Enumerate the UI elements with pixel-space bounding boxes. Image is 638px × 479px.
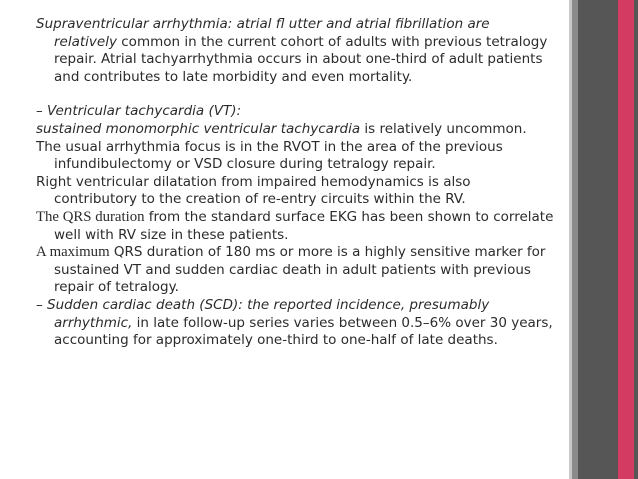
scd-text: in late follow-up series varies between 0.5–6% over 30 years, accounting for approximately one-third to one-half of late deaths.	[54, 314, 553, 349]
sidebar-accent-bar	[618, 0, 634, 479]
vt-heading-text: Ventricular tachycardia (VT):	[47, 103, 242, 120]
qrs-text: from the standard surface EKG has been shown to correlate well with RV size in these patients.	[54, 208, 554, 243]
paragraph-max-qrs	[36, 244, 556, 297]
max-qrs-lead: A maximum	[36, 244, 110, 261]
monomorphic-text: is relatively uncommon.	[360, 120, 527, 137]
paragraph-arrhythmia-focus: The usual arrhythmia focus is in the RVOT in the area of the previous infundibulectomy or VSD closure during tetralogy repair.	[36, 138, 503, 173]
paragraph-monomorphic-vt	[36, 121, 556, 139]
max-qrs-text: QRS duration of 180 ms or more is a highly sensitive marker for sustained VT and sudden cardiac death in adult patients with previous repair of tetralogy.	[54, 244, 546, 296]
scd-dash: –	[36, 296, 48, 313]
vt-dash: –	[36, 103, 48, 120]
paragraph-qrs-duration	[36, 209, 556, 244]
monomorphic-lead: sustained monomorphic ventricular tachycardia	[36, 120, 361, 137]
paragraph-rv-dilatation: Right ventricular dilatation from impaired hemodynamics is also contributory to the creation of re-entry circuits within the RV.	[36, 173, 471, 208]
supraventricular-lead: Supraventricular arrhythmia: atrial fl utter and atrial fibrillation are relatively	[36, 16, 490, 50]
scd-heading: Sudden cardiac death (SCD): the reported incidence, presumably arrhythmic,	[47, 296, 490, 331]
qrs-lead: The QRS duration	[36, 208, 145, 225]
decorative-sidebar	[569, 0, 638, 479]
supraventricular-text: common in the current cohort of adults with previous tetralogy repair. Atrial tachyarrhythmia occurs in about one-third of adult patients and contributes to late morbidity and even mortality.	[54, 33, 548, 85]
paragraph-sudden-cardiac-death	[36, 297, 556, 350]
paragraph-gap	[36, 86, 556, 103]
heading-ventricular-tachycardia	[36, 103, 556, 121]
sidebar-light-stripe	[572, 0, 578, 479]
paragraph-supraventricular	[36, 16, 556, 86]
slide-body-text	[36, 16, 556, 350]
